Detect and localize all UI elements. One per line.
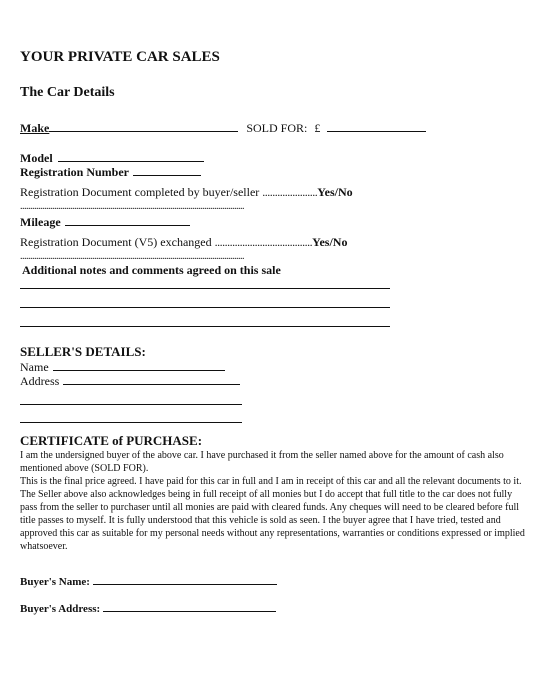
registration-number-row — [20, 164, 201, 180]
seller-address-label: Address — [20, 374, 60, 388]
seller-address-line-2[interactable] — [20, 404, 242, 405]
mileage-row — [20, 214, 190, 230]
currency-symbol: £ — [314, 121, 321, 135]
seller-address-field[interactable] — [63, 373, 240, 385]
certificate-paragraph-3: The Seller above also acknowledges being in full receipt of all monies but I do accept that full title to the car does not fully pass from the seller to purchaser until all monies are paid with cleared funds. Any cheques will need to be cleared before full title passes to myself. It is fully understood that this vehicle is sold as seen. I the buyer agree that I have tried, tested and approved this car as suitable for my personal needs without any representations, warranties or conditions expressed or implied whatsoever. — [20, 489, 525, 552]
notes-line-3[interactable] — [20, 326, 390, 327]
make-field[interactable] — [49, 120, 238, 132]
certificate-paragraph-1: I am the undersigned buyer of the above car. I have purchased it from the seller named above for the amount of cash also mentioned above (SOLD FOR). — [20, 450, 504, 474]
mileage-field[interactable] — [65, 214, 190, 226]
reg-doc-completed-yes-no[interactable]: Yes/No — [317, 185, 353, 199]
registration-number-field[interactable] — [133, 164, 201, 176]
sold-for-label: SOLD FOR: — [246, 121, 308, 135]
seller-name-label: Name — [20, 360, 49, 374]
notes-line-1[interactable] — [20, 288, 390, 289]
car-details-heading: The Car Details — [20, 85, 115, 100]
mileage-label: Mileage — [20, 215, 61, 229]
notes-line-2[interactable] — [20, 307, 390, 308]
seller-name-field[interactable] — [53, 359, 225, 371]
make-label: Make — [20, 121, 50, 135]
model-label: Model — [20, 151, 53, 165]
seller-address-line-3[interactable] — [20, 422, 242, 423]
seller-details-heading: SELLER'S DETAILS: — [20, 344, 146, 359]
reg-doc-v5-text: Registration Document (V5) exchanged — [20, 235, 212, 249]
buyers-name-row — [20, 573, 277, 588]
certificate-heading: CERTIFICATE of PURCHASE: — [20, 433, 203, 448]
dotted-line-2: ................................................................................................................ — [20, 251, 244, 262]
sold-for-field[interactable] — [327, 120, 426, 132]
model-field[interactable] — [58, 150, 204, 162]
buyers-address-field[interactable] — [103, 600, 276, 612]
buyers-name-field[interactable] — [93, 573, 277, 585]
certificate-paragraph-2: This is the final price agreed. I have paid for this car in full and I am in receipt of this car and all the relevant documents to it. — [20, 476, 522, 487]
reg-doc-v5-dots: ....................................... — [214, 235, 313, 249]
reg-doc-v5-row — [20, 235, 347, 250]
make-row — [20, 120, 426, 136]
reg-doc-completed-text: Registration Document completed by buyer/seller — [20, 185, 260, 199]
buyers-address-row — [20, 600, 276, 615]
notes-heading: Additional notes and comments agreed on this sale — [22, 263, 281, 277]
dotted-line-1: ................................................................................................................ — [20, 201, 244, 212]
certificate-text — [20, 449, 525, 553]
document-title: YOUR PRIVATE CAR SALES — [20, 49, 220, 65]
seller-address-row — [20, 373, 240, 389]
reg-doc-v5-yes-no[interactable]: Yes/No — [312, 235, 348, 249]
reg-doc-completed-row — [20, 185, 353, 200]
buyers-address-label: Buyer's Address: — [20, 603, 101, 615]
registration-number-label: Registration Number — [20, 165, 129, 179]
reg-doc-completed-dots: ...................... — [262, 185, 318, 199]
buyers-name-label: Buyer's Name: — [20, 576, 90, 588]
